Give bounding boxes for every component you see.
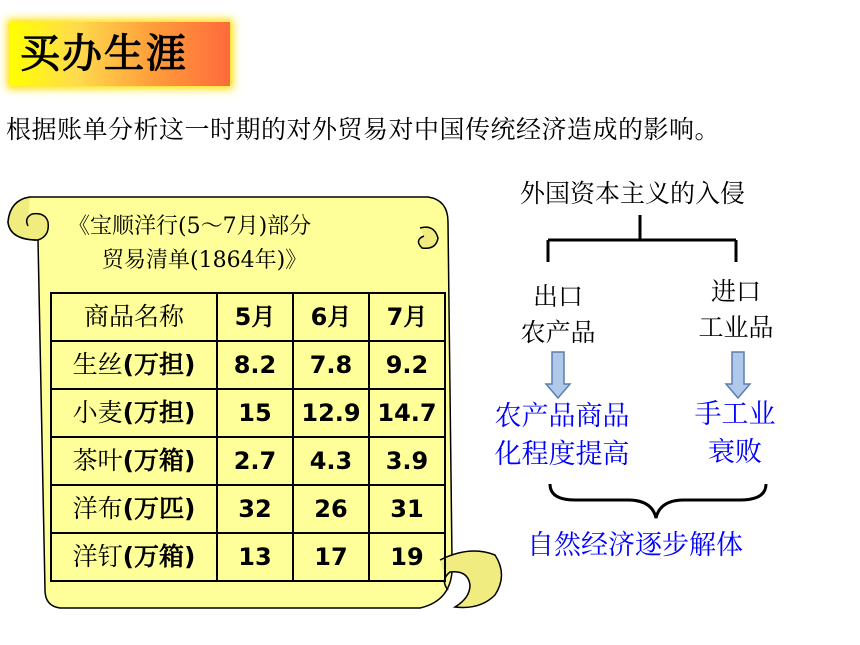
header-name: 商品名称 [51,293,217,341]
diagram-left-node [510,279,606,351]
table-row [51,389,445,437]
table-row [51,485,445,533]
row-july: 19 [369,533,445,581]
left-result-line1: 农产品商品 [494,401,630,432]
row-june: 26 [293,485,369,533]
question-text: 根据账单分析这一时期的对外贸易对中国传统经济造成的影响。 [6,115,721,144]
row-may: 8.2 [217,341,293,389]
left-down-arrow [546,352,570,398]
right-result [680,396,790,472]
row-july: 31 [369,485,445,533]
table-row [51,533,445,581]
scroll-title-line2: 贸易清单(1864年)》 [102,248,308,273]
left-result-line2: 化程度提高 [494,439,630,470]
left-result [487,398,637,474]
header-may: 5月 [217,293,293,341]
left-node-line1: 出口 [532,282,583,311]
row-july: 3.9 [369,437,445,485]
right-node-line2: 工业品 [698,313,774,342]
table-row [51,437,445,485]
row-july: 9.2 [369,341,445,389]
curly-brace [550,484,766,518]
row-may: 13 [217,533,293,581]
left-node-line2: 农产品 [520,318,596,347]
table-header-row [51,293,445,341]
header-july: 7月 [369,293,445,341]
row-june: 7.8 [293,341,369,389]
row-name: 茶叶(万箱) [51,437,217,485]
row-july: 14.7 [369,389,445,437]
row-june: 12.9 [293,389,369,437]
right-node-line1: 进口 [710,277,761,306]
table-row [51,341,445,389]
trade-table [50,292,446,582]
page-title: 买办生涯 [20,31,188,77]
row-name: 洋钉(万箱) [51,533,217,581]
scroll-title-line1: 《宝顺洋行(5～7月)部分 [68,214,312,239]
row-name: 生丝(万担) [51,341,217,389]
row-may: 32 [217,485,293,533]
row-june: 4.3 [293,437,369,485]
scroll-title [68,210,428,278]
row-june: 17 [293,533,369,581]
right-down-arrow [726,352,750,398]
right-result-line2: 衰败 [708,437,762,468]
diagram-right-node [686,274,786,346]
diagram-top-label: 外国资本主义的入侵 [520,179,746,208]
right-result-line1: 手工业 [694,399,776,430]
row-may: 2.7 [217,437,293,485]
row-may: 15 [217,389,293,437]
row-name: 洋布(万匹) [51,485,217,533]
header-june: 6月 [293,293,369,341]
row-name: 小麦(万担) [51,389,217,437]
conclusion-label: 自然经济逐步解体 [527,530,743,561]
